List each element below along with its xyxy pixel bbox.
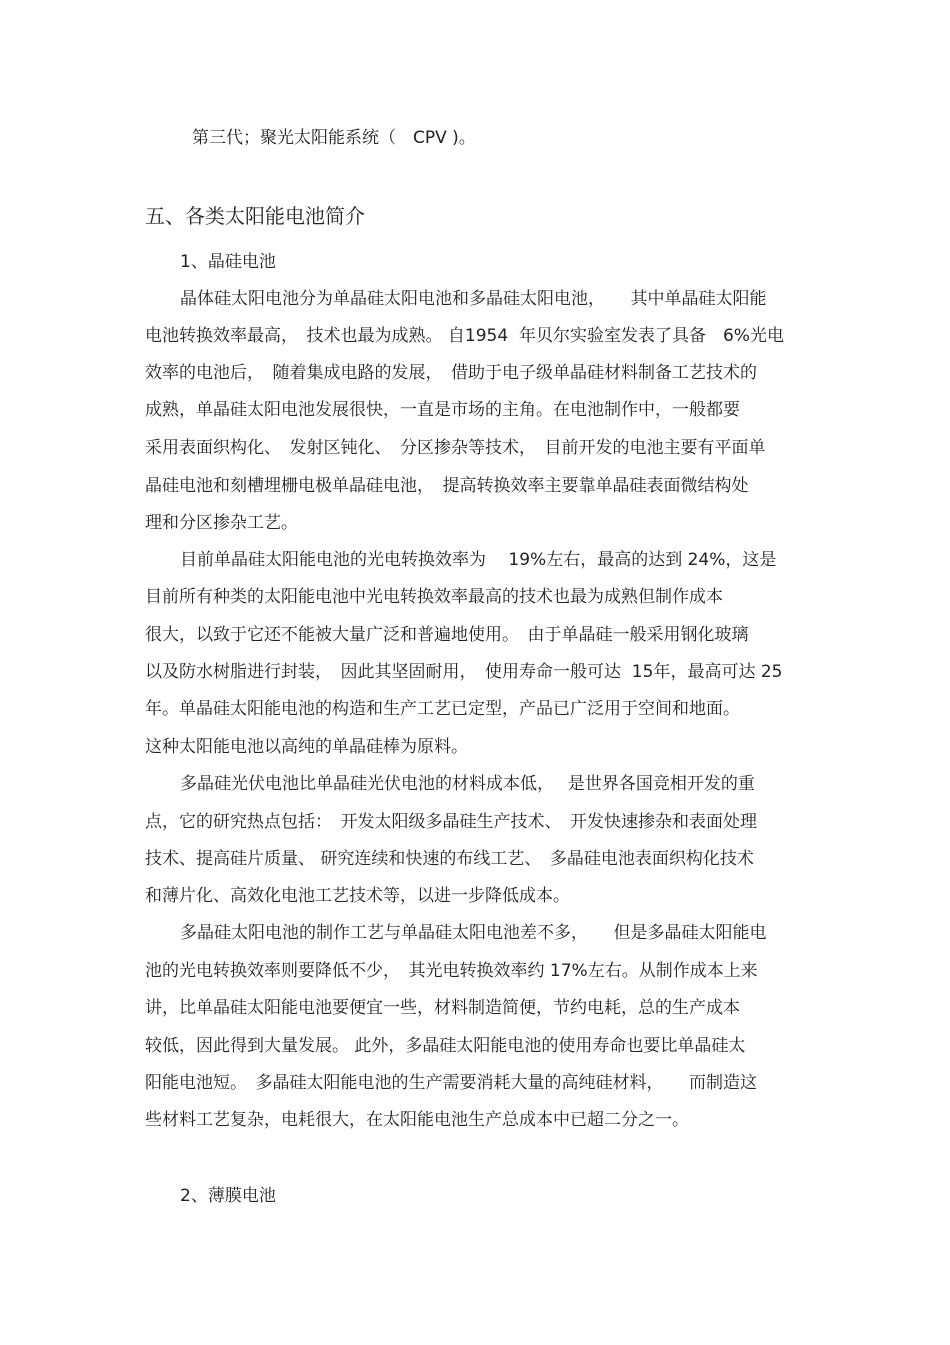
paragraph-line: 讲，比单晶硅太阳能电池要便宜一些，材料制造简便，节约电耗，总的生产成本: [145, 998, 740, 1018]
paragraph-line: 和薄片化、高效化电池工艺技术等，以进一步降低成本。: [145, 886, 570, 906]
paragraph-line: 池的光电转换效率则要降低不少， 其光电转换效率约 17%左右。从制作成本上来: [145, 961, 758, 981]
paragraph-line: 些材料工艺复杂，电耗很大，在太阳能电池生产总成本中已超二分之一。: [145, 1110, 689, 1130]
paragraph-line: 电池转换效率最高， 技术也最为成熟。 自1954 年贝尔实验室发表了具备 6%光电: [145, 326, 784, 346]
paragraph-line: 采用表面织构化、 发射区钝化、 分区掺杂等技术， 目前开发的电池主要有平面单: [145, 438, 766, 458]
paragraph-line: 点，它的研究热点包括： 开发太阳级多晶硅生产技术、 开发快速掺杂和表面处理: [145, 812, 757, 832]
paragraph-line: 以及防水树脂进行封装， 因此其坚固耐用， 使用寿命一般可达 15年，最高可达 25: [145, 662, 783, 682]
section-heading: 五、各类太阳能电池简介: [145, 204, 365, 228]
subsection-heading-crystalline: 1、晶硅电池: [180, 252, 276, 272]
paragraph-line: 效率的电池后， 随着集成电路的发展， 借助于电子级单晶硅材料制备工艺技术的: [145, 363, 757, 383]
paragraph-line: 多晶硅光伏电池比单晶硅光伏电池的材料成本低， 是世界各国竞相开发的重: [180, 774, 755, 794]
paragraph-line: 阳能电池短。 多晶硅太阳能电池的生产需要消耗大量的高纯硅材料， 而制造这: [145, 1073, 757, 1093]
paragraph-line: 成熟，单晶硅太阳电池发展很快，一直是市场的主角。在电池制作中，一般都要: [145, 400, 740, 420]
paragraph-line: 多晶硅太阳电池的制作工艺与单晶硅太阳电池差不多， 但是多晶硅太阳能电: [180, 923, 767, 943]
paragraph-line: 晶体硅太阳电池分为单晶硅太阳电池和多晶硅太阳电池， 其中单晶硅太阳能: [180, 289, 767, 309]
paragraph-line: 晶硅电池和刻槽埋栅电极单晶硅电池， 提高转换效率主要靠单晶硅表面微结构处: [145, 476, 749, 496]
paragraph-line: 技术、提高硅片质量、 研究连续和快速的布线工艺、 多晶硅电池表面织构化技术: [145, 849, 754, 869]
paragraph-line: 较低，因此得到大量发展。 此外，多晶硅太阳能电池的使用寿命也要比单晶硅太: [145, 1036, 746, 1056]
paragraph-line: 很大，以致于它还不能被大量广泛和普遍地使用。 由于单晶硅一般采用钢化玻璃: [145, 625, 749, 645]
paragraph-line: 这种太阳能电池以高纯的单晶硅棒为原料。: [145, 737, 468, 757]
paragraph-line: 目前所有种类的太阳能电池中光电转换效率最高的技术也最为成熟但制作成本: [145, 587, 723, 607]
paragraph-line: 理和分区掺杂工艺。: [145, 513, 298, 533]
paragraph-line: 目前单晶硅太阳能电池的光电转换效率为 19%左右，最高的达到 24%，这是: [180, 550, 777, 570]
subsection-heading-thin-film: 2、薄膜电池: [180, 1186, 276, 1206]
text-line-cpv: 第三代；聚光太阳能系统（ CPV )。: [192, 128, 476, 148]
paragraph-line: 年。单晶硅太阳能电池的构造和生产工艺已定型，产品已广泛用于空间和地面。: [145, 699, 740, 719]
